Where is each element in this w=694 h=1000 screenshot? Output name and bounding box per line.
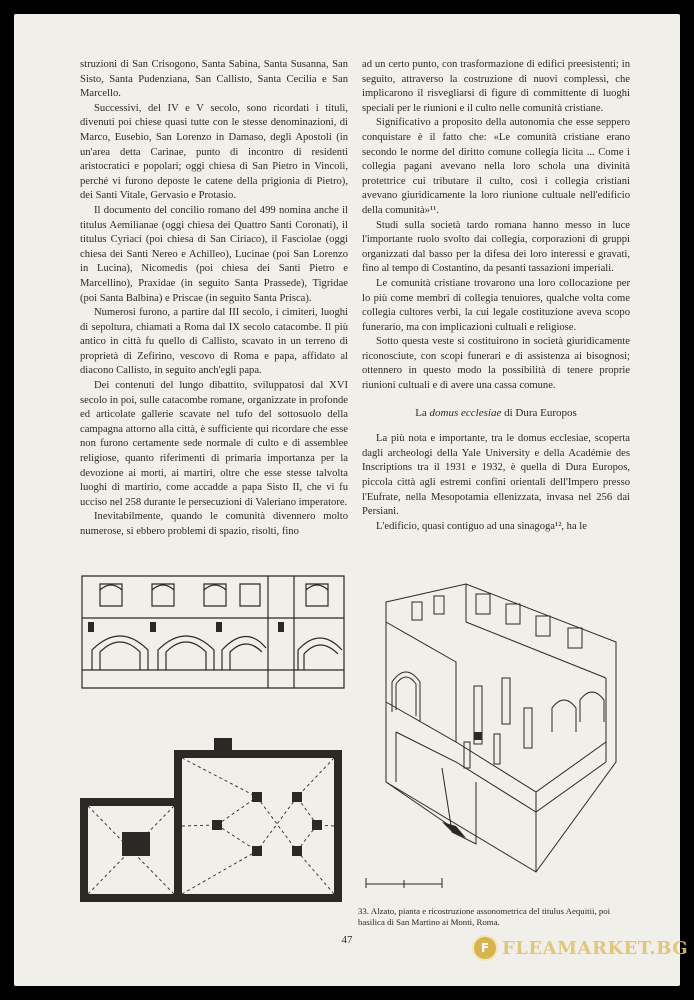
paragraph: ad un certo punto, con trasformazione di edifici preesistenti; in seguito, attraverso la costruzione di nuovi complessi, che implicarono il risvegliarsi di figure di committente di luoghi speciali per le riunioni e il culto nelle comunità cristiane. [362, 59, 630, 114]
paragraph: Successivi, del IV e V secolo, sono ricordati i tituli, divenuti poi chiese quasi tutte con le stesse denominazioni, di Marco, Eusebio, San Lorenzo in Damaso, degli Apostoli (in un'area detta Carinae, punto di incontro di residenti aristocratici e popolari; oggi chiesa di San Pietro in Vincoli, perché vi furono deposte le catene della prigionia di Pietro), dei Santi Vitale, Gervasio e Protasio. [80, 102, 348, 202]
paragraph: Sotto questa veste si costituirono in società giuridicamente riconosciute, con scopi funerari e di assistenza ai bisognosi; ottennero in questo modo la possibilità di tenere proprie riunioni cultuali e di avere una cassa comune. [362, 336, 630, 392]
left-text-column [80, 58, 348, 540]
figure-caption: 33. Alzato, pianta e ricostruzione assonometrica del titulus Aequitii, poi basilica di San Martino ai Monti, Roma. [358, 906, 611, 927]
heading-suffix: di Dura Europos [501, 406, 577, 419]
paragraph: Numerosi furono, a partire dal III secolo, i cimiteri, luoghi di sepoltura, chiamati a Roma dal IX secolo catacombe. Il più antico in città fu quello di Callisto, scavato in un terreno di proprietà di Zefirino, vescovo di Roma e papa, affidato al diacono Callisto, in seguito anch'egli papa. [80, 307, 348, 377]
paragraph: Inevitabilmente, quando le comunità divennero molto numerose, si ebbero problemi di spazio, risolti, fino [80, 511, 348, 537]
right-text-column [362, 58, 630, 534]
axonometric-reconstruction [356, 582, 628, 892]
watermark-mark: F [474, 937, 496, 959]
heading-prefix: La [415, 406, 430, 419]
heading-italic: domus ecclesiae [429, 406, 502, 419]
paragraph: Il documento del concilio romano del 499 nomina anche il titulus Aemilianae (oggi chiesa dei Quattro Santi Coronati), il titulus Cyriaci (poi chiesa di San Ciriaco), il Fasciolae (oggi chiesa dei Santi Nereo e Achilleo), Lucinae (poi San Lorenzo in Lucina), Nicomedis (poi chiesa dei Santi Pietro e Marcellino), Praxidae (in seguito Santa Prassede), Tigridae (poi Santa Balbina) e Priscae (in seguito Santa Prisca). [80, 204, 348, 304]
elevation-drawing [80, 570, 346, 690]
watermark-text: FLEAMARKET.BG [502, 937, 689, 959]
paragraph: Le comunità cristiane trovarono una loro collocazione per lo più come membri di collegia tenuiores, qualche volta come collegia cultores verbi, la cui legale costituzione aveva scopo funerario, ma con implicazioni cultuali e religiose. [362, 277, 630, 333]
section-heading [362, 406, 630, 421]
paragraph: L'edificio, quasi contiguo ad una sinagoga¹², ha le [376, 520, 587, 532]
paragraph: Dei contenuti del lungo dibattito, sviluppatosi dal XVI secolo in poi, sulle catacombe romane, organizzate in profonde ed articolate gallerie scavate nel tufo del sottosuolo della campagna attorno alla città, è sufficiente qui ricordare che esse non furono certamente sede normale di culto e di assemblee religiose, quanto riferimenti di primaria importanza per la devozione ai morti, ai martiri, oltre che esse stesse talvolta luoghi di martirio, come accadde a papa Sisto II, che vi fu ucciso nel 258 durante le persecuzioni di Valeriano imperatore. [80, 380, 348, 508]
watermark-logo [474, 937, 688, 959]
paragraph: Studi sulla società tardo romana hanno messo in luce l'importante ruolo svolto dai collegia, corporazioni di gruppi organizzati dal basso per la difesa dei loro interessi e gravati, fino al tempo di Costantino, da pesanti tassazioni imperiali. [362, 219, 630, 275]
page-number: 47 [341, 934, 353, 946]
floor-plan [78, 736, 346, 906]
book-page [14, 14, 689, 986]
paragraph: La più nota e importante, tra le domus ecclesiae, scoperta dagli archeologi della Yale University e della Académie des Inscriptions tra il 1931 e 1932, è quella di Dura Europos, piccola città agli estremi confini orientali dell'Impero presso l'Eufrate, nella Mesopotamia ellenizzata, invasa nel 256 dai Persiani. [362, 433, 630, 518]
paragraph: Significativo a proposito della autonomia che esse seppero conquistare è il fatto che: «Le comunità cristiane erano secondo le norme del diritto comune collegia licita ... Come i collegia pagani avevano nella loro schola una divinità protettrice cui tributare il culto, così i collegia cristiani avevano giuridicamente la loro riunione cultuale nell'edificio della comunità»¹¹. [362, 117, 630, 216]
paragraph: struzioni di San Crisogono, Santa Sabina, Santa Susanna, San Sisto, Santa Pudenziana, San Callisto, Santa Cecilia e San Marcello. [80, 59, 348, 100]
